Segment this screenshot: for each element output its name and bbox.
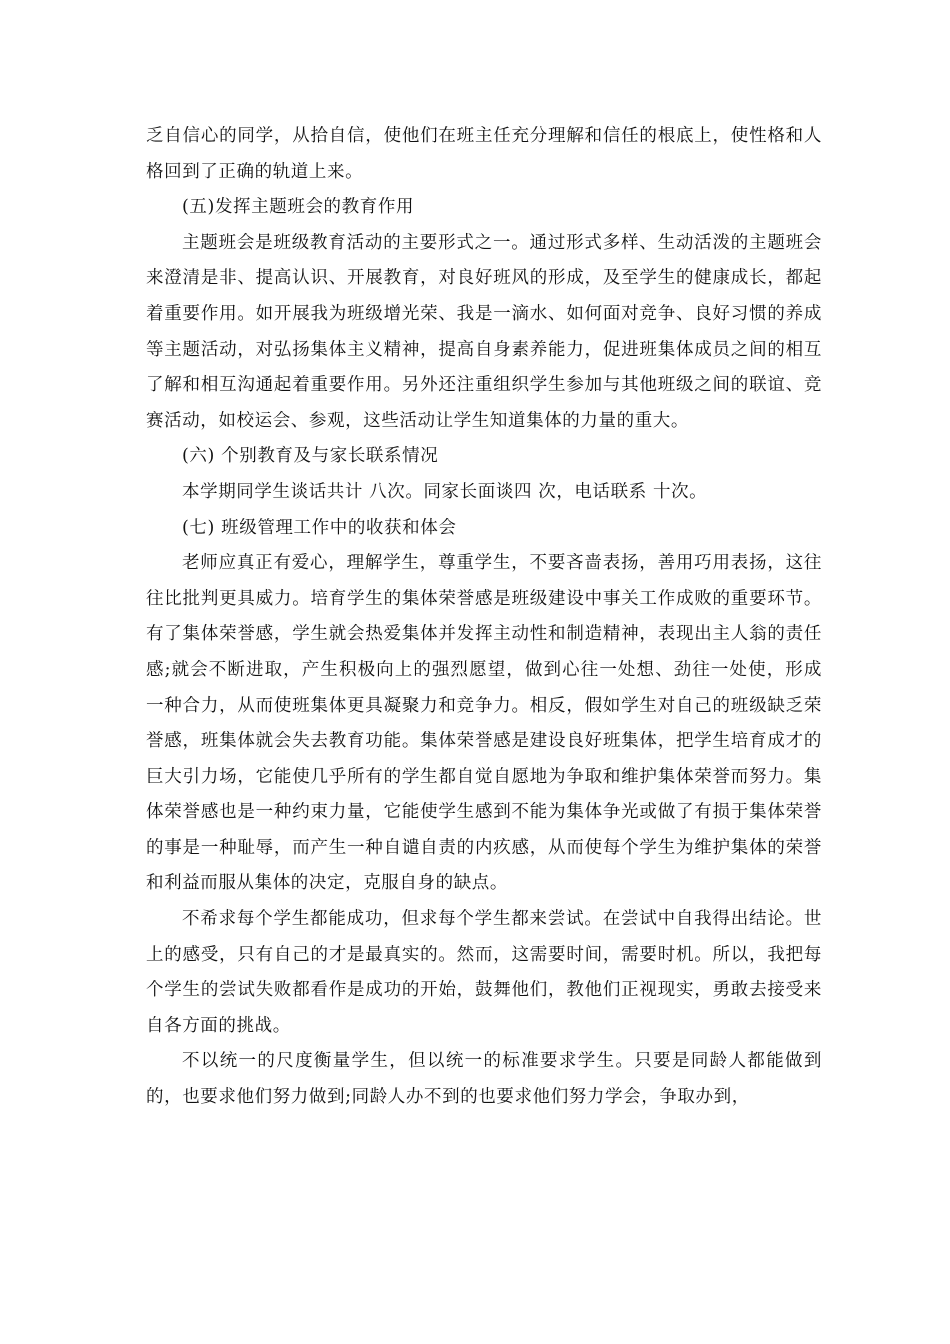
paragraph-continuation: 乏自信心的同学，从拾自信，使他们在班主任充分理解和信任的根底上，使性格和人格回到了正确的轨道上来。 [146,126,822,182]
paragraph-attempt: 不希求每个学生都能成功，但求每个学生都来尝试。在尝试中自我得出结论。世上的感受，只有自己的才是最真实的。然而，这需要时间，需要时机。所以，我把每个学生的尝试失败都看作是成功的开始，鼓舞他们，教他们正视现实，勇敢去接受来自各方面的挑战。 [146,909,822,1036]
paragraph-theme-class-meeting: 主题班会是班级教育活动的主要形式之一。通过形式多样、生动活泼的主题班会来澄清是非、提高认识、开展教育，对良好班风的形成，及至学生的健康成长，都起着重要作用。如开展我为班级增光荣、我是一滴水、如何面对竞争、良好习惯的养成等主题活动，对弘扬集体主义精神，提高自身素养能力，促进班集体成员之间的相互了解和相互沟通起着重要作用。另外还注重组织学生参加与其他班级之间的联谊、竞赛活动，如校运会、参观，这些活动让学生知道集体的力量的重大。 [146,232,822,431]
section-heading-7: (七) 班级管理工作中的收获和体会 [182,517,457,538]
section-heading-6: (六) 个别教育及与家长联系情况 [182,446,439,467]
section-heading-5: (五)发挥主题班会的教育作用 [182,197,415,218]
paragraph-contact-stats: 本学期同学生谈话共计 八次。同家长面谈四 次，电话联系 十次。 [182,481,708,502]
document-body [146,119,822,1116]
paragraph-unified-standard: 不以统一的尺度衡量学生，但以统一的标准要求学生。只要是同龄人都能做到的，也要求他们努力做到;同龄人办不到的也要求他们努力学会，争取办到， [146,1051,822,1108]
paragraph-collective-honor: 老师应真正有爱心，理解学生，尊重学生，不要吝啬表扬，善用巧用表扬，这往往比批判更具威力。培育学生的集体荣誉感是班级建设中事关工作成败的重要环节。有了集体荣誉感，学生就会热爱集体并发挥主动性和制造精神，表现出主人翁的责任感;就会不断进取，产生积极向上的强烈愿望，做到心往一处想、劲往一处使，形成一种合力，从而使班集体更具凝聚力和竞争力。相反，假如学生对自己的班级缺乏荣誉感，班集体就会失去教育功能。集体荣誉感是建设良好班集体，把学生培育成才的巨大引力场，它能使几乎所有的学生都自觉自愿地为争取和维护集体荣誉而努力。集体荣誉感也是一种约束力量，它能使学生感到不能为集体争光或做了有损于集体荣誉的事是一种耻辱，而产生一种自谴自责的内疚感，从而使每个学生为维护集体的荣誉和利益而服从集体的决定，克服自身的缺点。 [146,553,822,894]
